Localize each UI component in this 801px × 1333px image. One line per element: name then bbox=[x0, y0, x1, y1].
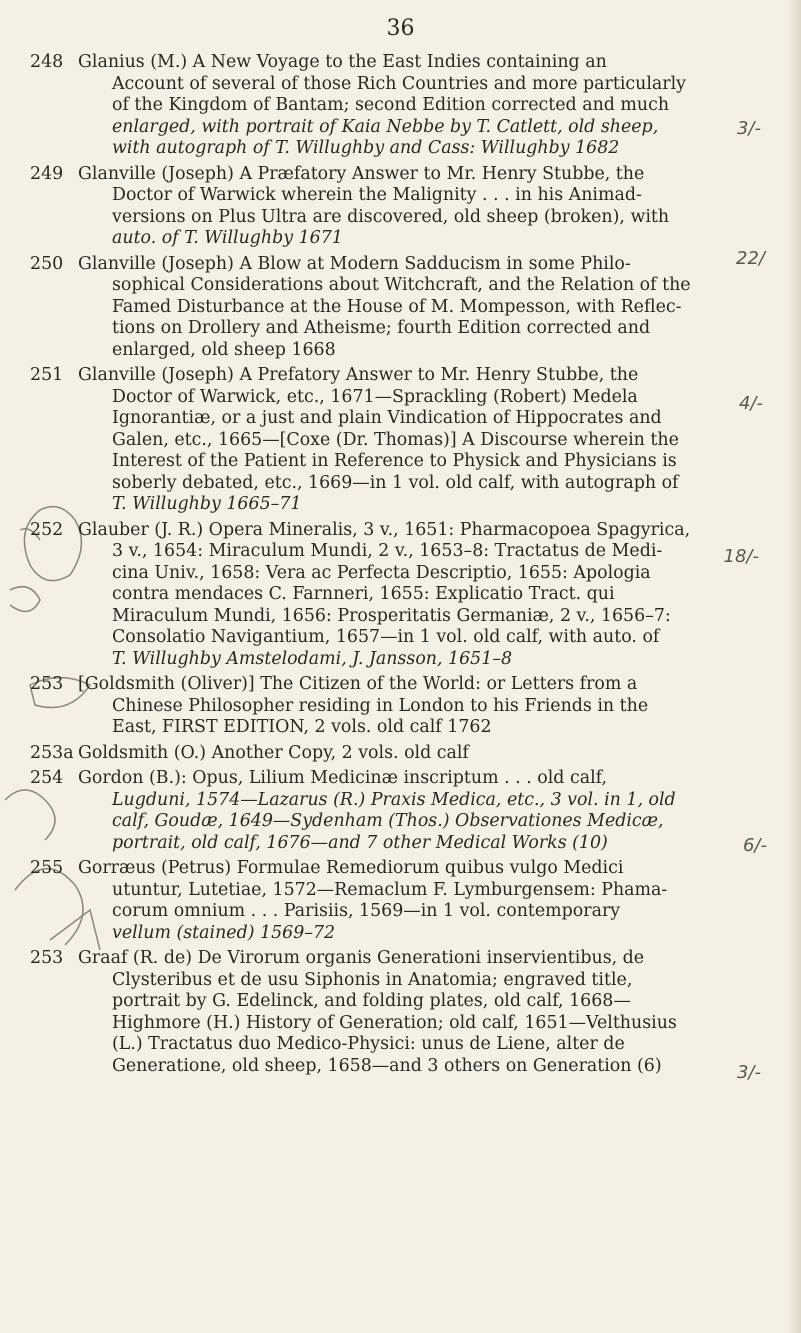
entry-line: East, FIRST EDITION, 2 vols. old calf 1762 bbox=[112, 717, 492, 737]
entry-line: Lugduni, 1574—Lazarus (R.) Praxis Medica, etc., 3 vol. in 1, old bbox=[112, 789, 676, 810]
catalogue-entry bbox=[30, 164, 785, 250]
handwritten-price: 4/- bbox=[738, 393, 763, 414]
entry-line: Consolatio Navigantium, 1657—in 1 vol. old calf, with auto. of bbox=[112, 627, 660, 647]
entry-line: Glanville (Joseph) A Præfatory Answer to Mr. Henry Stubbe, the bbox=[78, 163, 645, 184]
entry-line: Doctor of Warwick, etc., 1671—Sprackling (Robert) Medela bbox=[112, 386, 638, 407]
catalogue-entry bbox=[30, 254, 785, 362]
entry-line: Glanius (M.) A New Voyage to the East Indies containing an bbox=[78, 52, 607, 72]
lot-number: 253 bbox=[30, 674, 64, 694]
lot-number: 253a bbox=[30, 742, 74, 763]
handwritten-price: 3/- bbox=[736, 118, 761, 139]
lot-number: 253 bbox=[30, 948, 64, 968]
lot-number: 248 bbox=[30, 52, 64, 72]
catalogue-entry bbox=[30, 674, 785, 739]
lot-number: 251 bbox=[30, 365, 64, 385]
entry-line: T. Willughby Amstelodami, J. Jansson, 1651–8 bbox=[112, 648, 513, 669]
entry-line: portrait, old calf, 1676—and 7 other Medical Works (10) bbox=[112, 832, 608, 853]
entry-line: Interest of the Patient in Reference to Physick and Physicians is bbox=[112, 451, 677, 471]
page-number: 36 bbox=[386, 16, 415, 41]
entry-line: vellum (stained) 1569–72 bbox=[112, 922, 336, 943]
entry-line: enlarged, old sheep 1668 bbox=[112, 339, 336, 360]
entry-line: Chinese Philosopher residing in London to his Friends in the bbox=[112, 695, 649, 716]
entry-line: portrait by G. Edelinck, and folding plates, old calf, 1668— bbox=[112, 991, 631, 1011]
catalogue-entry bbox=[30, 520, 785, 671]
page-edge-shadow bbox=[787, 0, 801, 1333]
catalogue-entry bbox=[30, 858, 785, 944]
entry-line: cina Univ., 1658: Vera ac Perfecta Descriptio, 1655: Apologia bbox=[112, 562, 651, 583]
entry-line: versions on Plus Ultra are discovered, old sheep (broken), with bbox=[112, 206, 670, 227]
entry-line: tions on Drollery and Atheisme; fourth Edition corrected and bbox=[112, 318, 651, 338]
entry-line: Graaf (R. de) De Virorum organis Generationi inservientibus, de bbox=[78, 948, 645, 968]
lot-number: 249 bbox=[30, 163, 64, 184]
lot-number: 250 bbox=[30, 253, 64, 274]
entry-line: sophical Considerations about Witchcraft, and the Relation of the bbox=[112, 275, 691, 295]
entry-line: T. Willughby 1665–71 bbox=[112, 494, 302, 514]
entry-line: with autograph of T. Willughby and Cass: Willughby 1682 bbox=[112, 138, 620, 158]
entry-line: Glanville (Joseph) A Prefatory Answer to Mr. Henry Stubbe, the bbox=[78, 365, 639, 385]
catalogue-entry bbox=[30, 52, 785, 160]
entry-line: Gorræus (Petrus) Formulae Remediorum quibus vulgo Medici bbox=[78, 858, 624, 878]
entry-line: auto. of T. Willughby 1671 bbox=[112, 228, 343, 248]
entry-line: (L.) Tractatus duo Medico-Physici: unus de Liene, alter de bbox=[112, 1034, 625, 1054]
catalogue-entry bbox=[30, 948, 785, 1077]
catalogue-list bbox=[30, 52, 785, 1081]
entry-line: soberly debated, etc., 1669—in 1 vol. old calf, with autograph of bbox=[112, 472, 679, 493]
entry-line: Account of several of those Rich Countries and more particularly bbox=[112, 73, 686, 94]
entry-line: contra mendaces C. Farnneri, 1655: Explicatio Tract. qui bbox=[112, 584, 615, 604]
entry-line: Highmore (H.) History of Generation; old calf, 1651—Velthusius bbox=[112, 1012, 677, 1033]
handwritten-price: 22/ bbox=[736, 248, 765, 269]
entry-line: calf, Goudæ, 1649—Sydenham (Thos.) Observationes Medicæ, bbox=[112, 811, 664, 831]
entry-line: Goldsmith (O.) Another Copy, 2 vols. old calf bbox=[78, 742, 469, 763]
lot-number: 252 bbox=[30, 519, 64, 540]
lot-number: 255 bbox=[30, 858, 64, 878]
handwritten-price: 18/- bbox=[723, 546, 759, 567]
lot-number: 254 bbox=[30, 768, 64, 788]
handwritten-price: 3/- bbox=[736, 1062, 761, 1083]
entry-line: corum omnium . . . Parisiis, 1569—in 1 vol. contemporary bbox=[112, 901, 621, 921]
entry-line: Gordon (B.): Opus, Lilium Medicinæ inscriptum . . . old calf, bbox=[78, 768, 607, 788]
entry-line: utuntur, Lutetiae, 1572—Remaclum F. Lymburgensem: Phama- bbox=[112, 879, 668, 900]
entry-line: Famed Disturbance at the House of M. Mompesson, with Reflec- bbox=[112, 296, 682, 317]
entry-line: [Goldsmith (Oliver)] The Citizen of the World: or Letters from a bbox=[78, 674, 638, 694]
catalogue-entry bbox=[30, 768, 785, 854]
entry-line: Glanville (Joseph) A Blow at Modern Sadducism in some Philo- bbox=[78, 253, 631, 274]
entry-line: 3 v., 1654: Miraculum Mundi, 2 v., 1653–8: Tractatus de Medi- bbox=[112, 541, 663, 561]
entry-line: Glauber (J. R.) Opera Mineralis, 3 v., 1651: Pharmacopoea Spagyrica, bbox=[78, 519, 691, 540]
catalogue-entry bbox=[30, 365, 785, 516]
entry-line: of the Kingdom of Bantam; second Edition corrected and much bbox=[112, 95, 670, 115]
entry-line: Ignorantiæ, or a just and plain Vindication of Hippocrates and bbox=[112, 408, 662, 428]
handwritten-price: 6/- bbox=[742, 835, 767, 856]
entry-line: Galen, etc., 1665—[Coxe (Dr. Thomas)] A Discourse wherein the bbox=[112, 429, 679, 450]
catalogue-entry bbox=[30, 743, 785, 765]
entry-line: Doctor of Warwick wherein the Malignity . . . in his Animad- bbox=[112, 185, 642, 205]
entry-line: Miraculum Mundi, 1656: Prosperitatis Germaniæ, 2 v., 1656–7: bbox=[112, 605, 671, 626]
entry-line: Clysteribus et de usu Siphonis in Anatomia; engraved title, bbox=[112, 969, 633, 990]
entry-line: enlarged, with portrait of Kaia Nebbe by T. Catlett, old sheep, bbox=[112, 116, 659, 137]
entry-line: Generatione, old sheep, 1658—and 3 others on Generation (6) bbox=[112, 1055, 662, 1076]
